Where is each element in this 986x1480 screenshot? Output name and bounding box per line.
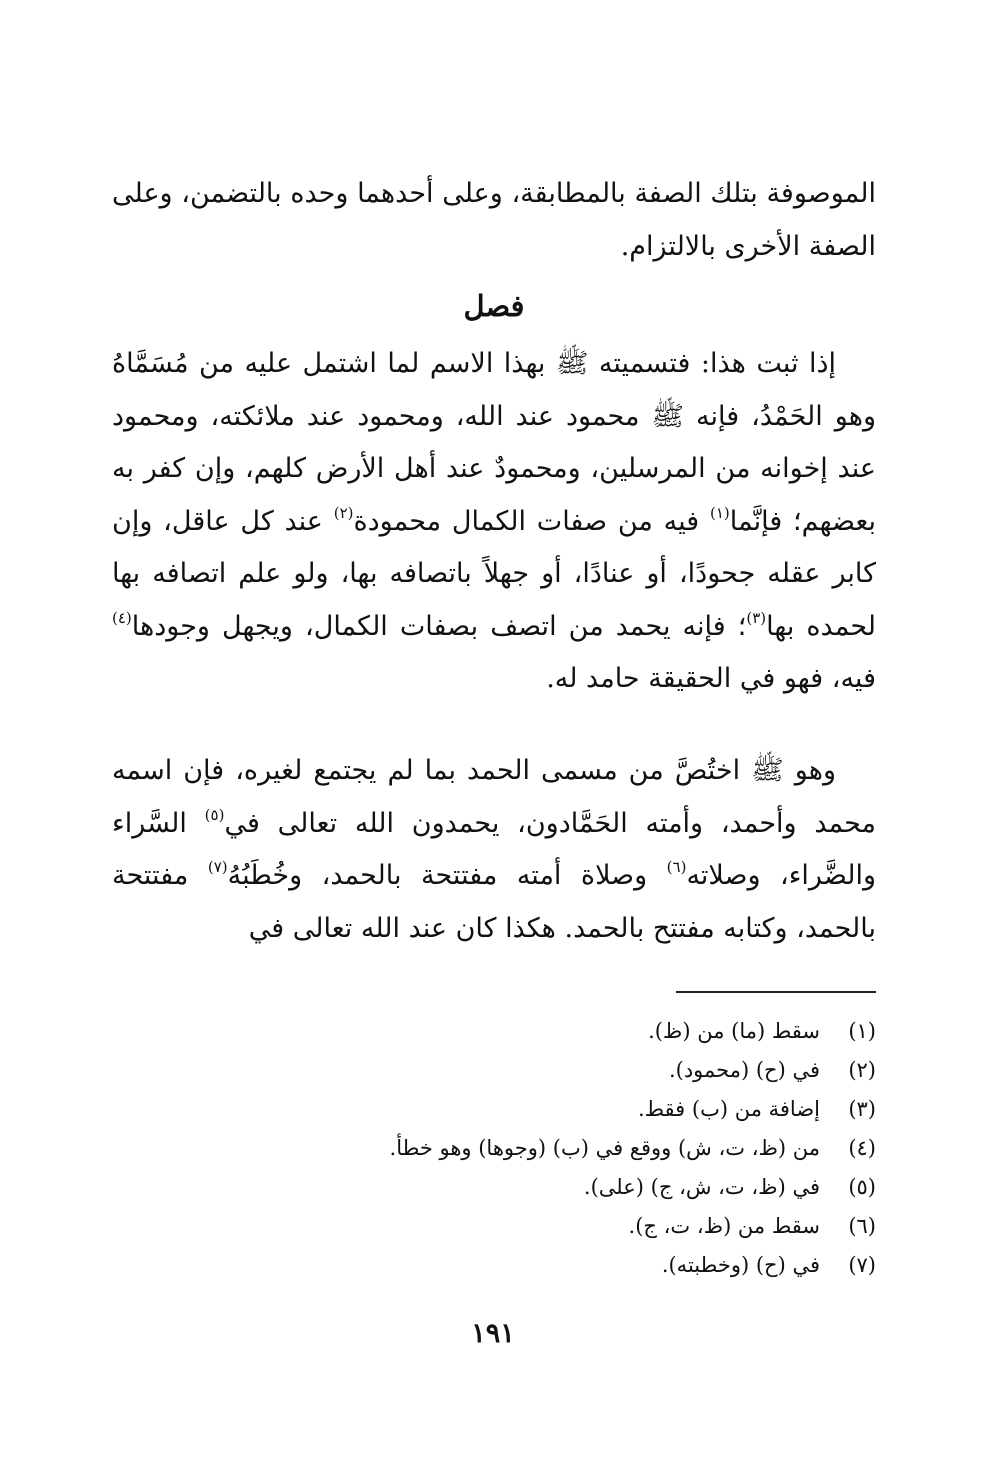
footnote-ref-1: (١) — [709, 503, 730, 522]
footnote-ref-6: (٦) — [666, 858, 687, 876]
footnote-text: إضافة من (ب) فقط. — [637, 1097, 820, 1121]
footnote-number: (٢) — [848, 1058, 876, 1082]
footnote-item — [112, 1168, 876, 1207]
footnote-item — [112, 1012, 876, 1051]
paragraph-1-text-c: عند كل عاقل، وإن كابر عقله جحودًا، أو عنادًا، أو جهلاً باتصافه بها، ولو علم اتصافه بها لحمده بها — [112, 505, 876, 642]
footnote-number: (٦) — [848, 1214, 876, 1238]
footnote-item — [112, 1246, 876, 1285]
footnote-item — [112, 1129, 876, 1168]
paragraph-2-text-b: السَّراء والضَّراء، وصلاته — [112, 807, 876, 891]
footnote-number: (٥) — [848, 1175, 876, 1199]
footnote-text: سقط (ما) من (ظ). — [648, 1019, 820, 1043]
paragraph-2 — [112, 745, 876, 955]
paragraph-1-text-d: ؛ فإنه يحمد من اتصف بصفات الكمال، ويجهل وجودها — [131, 610, 747, 642]
intro-text: الموصوفة بتلك الصفة بالمطابقة، وعلى أحدهما وحده بالتضمن، وعلى الصفة الأخرى بالالتزام. — [112, 178, 876, 262]
footnote-ref-7: (٧) — [207, 858, 228, 876]
footnote-text: في (ح) (محمود). — [668, 1058, 820, 1082]
footnote-item — [112, 1207, 876, 1246]
paragraph-1-text-a: إذا ثبت هذا: فتسميته ﷺ بهذا الاسم لما اشتمل عليه من مُسَمَّاهُ وهو الحَمْدُ، فإنه ﷺ محمود عند الله، ومحمود عند ملائكته، ومحمود عند إخوانه من المرسلين، ومحمودٌ عند أهل الأرض كلهم، وإن كفر به بعضهم؛ فإنَّما — [112, 348, 876, 537]
section-heading: فصل — [463, 289, 525, 323]
footnote-text: من (ظ، ت، ش) ووقع في (ب) (وجوها) وهو خطأ. — [389, 1136, 820, 1160]
paragraph-1-text-b: فيه من صفات الكمال محمودة — [353, 505, 710, 537]
footnote-number: (٤) — [848, 1136, 876, 1160]
paragraph-2-text-d: مفتتحة بالحمد، وكتابه مفتتح بالحمد. هكذا كان عند الله تعالى في — [112, 860, 876, 944]
footnote-ref-5: (٥) — [204, 805, 225, 824]
page-number: ١٩١ — [471, 1318, 515, 1349]
paragraph-2-text-c: وصلاة أمته مفتتحة بالحمد، وخُطَبُهُ — [227, 860, 667, 891]
footnote-text: سقط من (ظ، ت، ج). — [628, 1214, 820, 1238]
footnote-ref-2: (٢) — [333, 503, 354, 522]
footnotes-list — [112, 1012, 876, 1285]
intro-paragraph — [112, 168, 876, 273]
footnote-number: (٧) — [848, 1253, 876, 1277]
footnote-number: (١) — [848, 1019, 876, 1043]
footnote-text: في (ح) (وخطبته). — [661, 1253, 820, 1277]
footnote-item — [112, 1051, 876, 1090]
footnote-number: (٣) — [848, 1097, 876, 1121]
paragraph-1-text-e: فيه، فهو في الحقيقة حامد له. — [546, 663, 876, 694]
footnote-item — [112, 1090, 876, 1129]
paragraph-1 — [112, 338, 876, 706]
paragraph-2-text-a: وهو ﷺ اختُصَّ من مسمى الحمد بما لم يجتمع لغيره، فإن اسمه محمد وأحمد، وأمته الحَمَّادون، يحمدون الله تعالى في — [112, 755, 876, 839]
footnote-divider — [676, 991, 876, 993]
footnote-ref-3: (٣) — [746, 608, 767, 627]
footnote-text: في (ظ، ت، ش، ج) (على). — [583, 1175, 820, 1199]
footnote-ref-4: (٤) — [112, 608, 132, 627]
